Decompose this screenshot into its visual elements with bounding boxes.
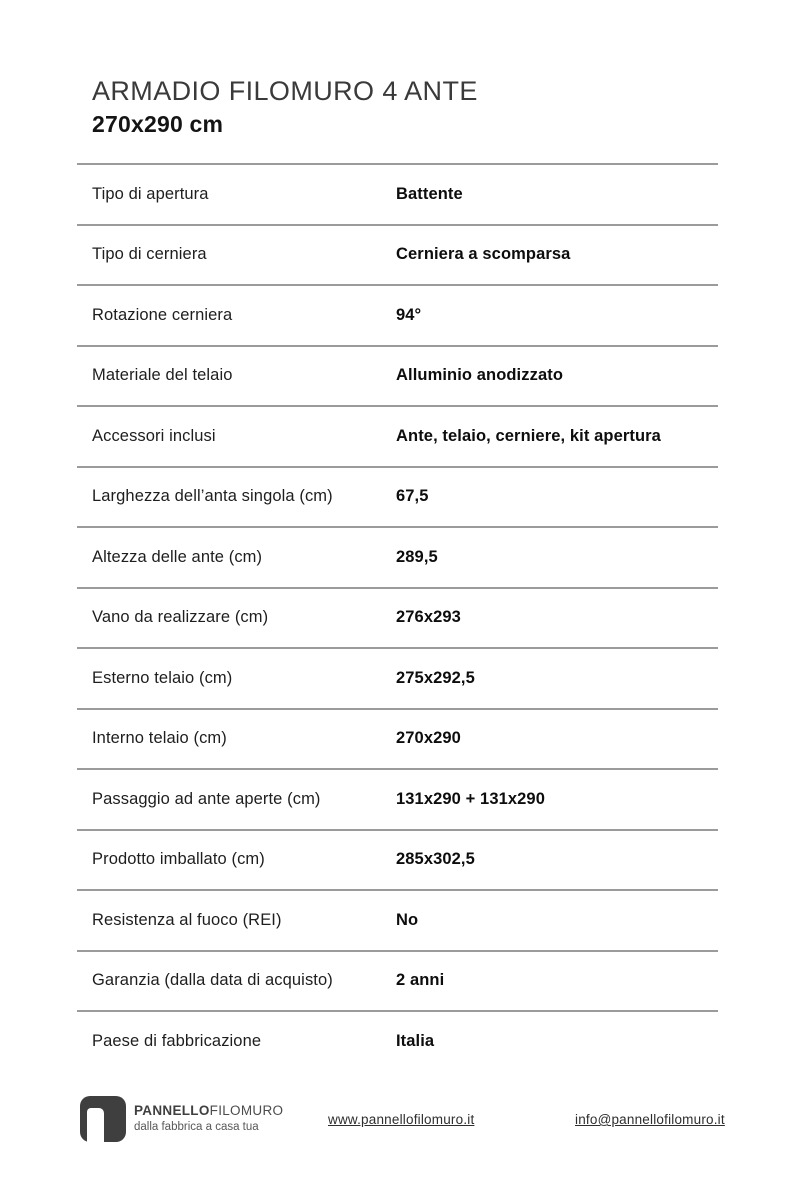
brand-name-bold: PANNELLO [134, 1103, 210, 1118]
spec-label: Rotazione cerniera [92, 305, 233, 324]
email-link[interactable]: info@pannellofilomuro.it [575, 1112, 725, 1127]
spec-row [77, 466, 718, 527]
brand-logo-icon [80, 1096, 126, 1142]
spec-label: Tipo di cerniera [92, 245, 207, 264]
spec-label: Accessori inclusi [92, 426, 216, 445]
spec-row [77, 708, 718, 769]
brand-name-light: FILOMURO [209, 1103, 284, 1118]
spec-row [77, 224, 718, 285]
spec-row [77, 284, 718, 345]
website-link[interactable]: www.pannellofilomuro.it [328, 1112, 475, 1127]
spec-value: 285x302,5 [396, 850, 475, 869]
spec-label: Passaggio ad ante aperte (cm) [92, 789, 321, 808]
spec-label: Altezza delle ante (cm) [92, 547, 263, 566]
brand-block [134, 1103, 283, 1135]
spec-row [77, 647, 718, 708]
spec-label: Interno telaio (cm) [92, 729, 227, 748]
spec-row [77, 1010, 718, 1071]
spec-value: 131x290 + 131x290 [396, 789, 545, 808]
spec-label: Vano da realizzare (cm) [92, 608, 269, 627]
spec-label: Larghezza dell’anta singola (cm) [92, 487, 333, 506]
spec-value: 270x290 [396, 729, 461, 748]
spec-label: Prodotto imballato (cm) [92, 850, 265, 869]
spec-value: Alluminio anodizzato [396, 366, 563, 385]
spec-value: 289,5 [396, 547, 438, 566]
door-frame-icon [87, 1108, 104, 1142]
spec-row [77, 768, 718, 829]
spec-value: 276x293 [396, 608, 461, 627]
spec-label: Garanzia (dalla data di acquisto) [92, 971, 333, 990]
spec-table [77, 163, 718, 1071]
spec-value: Battente [396, 184, 463, 203]
spec-row [77, 950, 718, 1011]
spec-value: No [396, 910, 419, 929]
spec-label: Materiale del telaio [92, 366, 233, 385]
spec-row [77, 587, 718, 648]
brand-tagline: dalla fabbrica a casa tua [134, 1121, 259, 1134]
spec-label: Paese di fabbricazione [92, 1031, 262, 1050]
spec-row [77, 526, 718, 587]
spec-value: Cerniera a scomparsa [396, 245, 571, 264]
spec-row [77, 405, 718, 466]
spec-label: Tipo di apertura [92, 184, 209, 203]
spec-row [77, 829, 718, 890]
spec-label: Resistenza al fuoco (REI) [92, 910, 282, 929]
spec-row [77, 163, 718, 224]
spec-row [77, 345, 718, 406]
spec-value: 2 anni [396, 971, 445, 990]
spec-value: 275x292,5 [396, 668, 475, 687]
spec-value: Ante, telaio, cerniere, kit apertura [396, 426, 661, 445]
spec-value: 67,5 [396, 487, 429, 506]
page-subtitle: 270x290 cm [92, 111, 224, 138]
spec-row [77, 889, 718, 950]
brand-name [134, 1103, 283, 1119]
spec-value: 94° [396, 305, 422, 324]
spec-label: Esterno telaio (cm) [92, 668, 233, 687]
page-header [92, 76, 478, 138]
spec-value: Italia [396, 1031, 435, 1050]
page-title: ARMADIO FILOMURO 4 ANTE [92, 76, 478, 106]
